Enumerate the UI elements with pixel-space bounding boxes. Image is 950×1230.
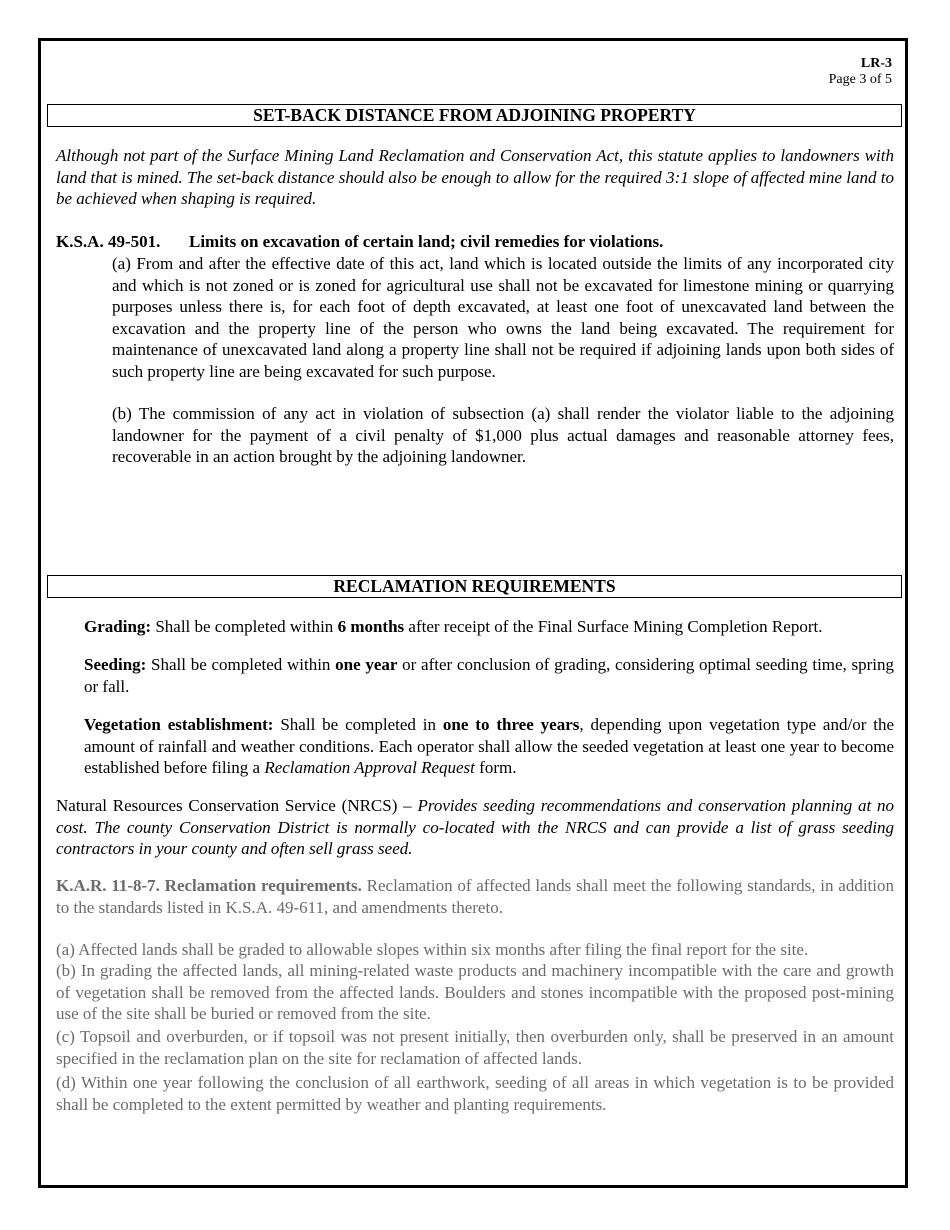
seeding-bold: one year	[335, 655, 398, 674]
section-title-setback: SET-BACK DISTANCE FROM ADJOINING PROPERTY	[47, 104, 902, 127]
form-code: LR-3	[860, 56, 892, 71]
vegetation-text-2: , depending upon vegetation type and/or the amount of rainfall and weather conditions. Each operator shall allow the seeded vegetation at least one year to become established before filing a	[84, 715, 894, 777]
kar-item-a: (a) Affected lands shall be graded to allowable slopes within six months after filing the final report for the site.	[56, 940, 809, 959]
statute-number: K.S.A. 49-501.	[56, 232, 161, 251]
vegetation-bold: one to three years	[442, 715, 580, 734]
setback-intro	[56, 145, 894, 210]
nrcs-italic: Provides seeding recommendations and conservation planning at no cost. The county Conservation District is normally co-located with the NRCS and can provide a list of grass seeding contractors in your county and often sell grass seed.	[56, 796, 895, 858]
vegetation-form-name: Reclamation Approval Request	[264, 758, 475, 777]
section-title-reclamation: RECLAMATION REQUIREMENTS	[47, 575, 902, 598]
grading-text-1: Shall be completed within	[151, 617, 338, 636]
grading-requirement	[84, 616, 894, 638]
page-number: Page 3 of 5	[828, 72, 892, 87]
kar-item-d: (d) Within one year following the conclusion of all earthwork, seeding of all areas in which vegetation is to be provided shall be completed to the extent permitted by weather and planting requirements.	[56, 1073, 894, 1114]
vegetation-text-3: form.	[474, 758, 517, 777]
statute-subsection-a: (a) From and after the effective date of this act, land which is located outside the limits of any incorporated city and which is not zoned or is zoned for agricultural use shall not be excavated for limestone mining or quarrying purposes unless there is, for each foot of depth excavated, at least one foot of unexcavated land between the excavation and the property line of the person who owns the land being excavated. The requirement for maintenance of unexcavated land along a property line shall not be required if adjoining lands upon both sides of such property line are being excavated for such purpose.	[112, 254, 894, 381]
vegetation-label: Vegetation establishment:	[84, 715, 274, 734]
setback-intro-text: Although not part of the Surface Mining Land Reclamation and Conservation Act, this statute applies to landowners with land that is mined. The set-back distance should also be enough to allow for the required 3:1 slope of affected mine land to be achieved when shaping is required.	[56, 146, 894, 208]
nrcs-note	[56, 795, 894, 860]
grading-bold: 6 months	[337, 617, 405, 636]
grading-text-2: after receipt of the Final Surface Mining Completion Report.	[404, 617, 823, 636]
kar-item-b: (b) In grading the affected lands, all mining-related waste products and machinery incompatible with the care and growth of vegetation shall be removed from the affected lands. Boulders and stones incompatible with the proposed post-mining use of the site shall be buried or removed from the site.	[56, 961, 894, 1023]
grading-label: Grading:	[84, 617, 152, 636]
seeding-text-1: Shall be completed within	[146, 655, 336, 674]
seeding-label: Seeding:	[84, 655, 147, 674]
vegetation-requirement	[84, 714, 894, 779]
seeding-requirement	[84, 654, 894, 697]
nrcs-plain: Natural Resources Conservation Service (NRCS) –	[56, 796, 418, 815]
page-header	[829, 56, 892, 88]
statute-heading	[56, 231, 663, 253]
kar-item-c: (c) Topsoil and overburden, or if topsoil was not present initially, then overburden only, shall be preserved in an amount specified in the reclamation plan on the site for reclamation of affected lands.	[56, 1027, 894, 1068]
kar-regulation	[56, 875, 894, 918]
statute-title: Limits on excavation of certain land; civil remedies for violations.	[189, 232, 664, 251]
vegetation-text-1: Shall be completed in	[273, 715, 443, 734]
kar-text: Reclamation of affected lands shall meet the following standards, in addition to the standards listed in K.S.A. 49-611, and amendments thereto.	[56, 876, 894, 917]
seeding-text-2: or after conclusion of grading, considering optimal seeding time, spring or fall.	[84, 655, 895, 696]
kar-heading: K.A.R. 11-8-7. Reclamation requirements.	[56, 876, 362, 895]
statute-subsection-b: (b) The commission of any act in violation of subsection (a) shall render the violator liable to the adjoining landowner for the payment of a civil penalty of $1,000 plus actual damages and reasonable attorney fees, recoverable in an action brought by the adjoining landowner.	[112, 404, 894, 466]
